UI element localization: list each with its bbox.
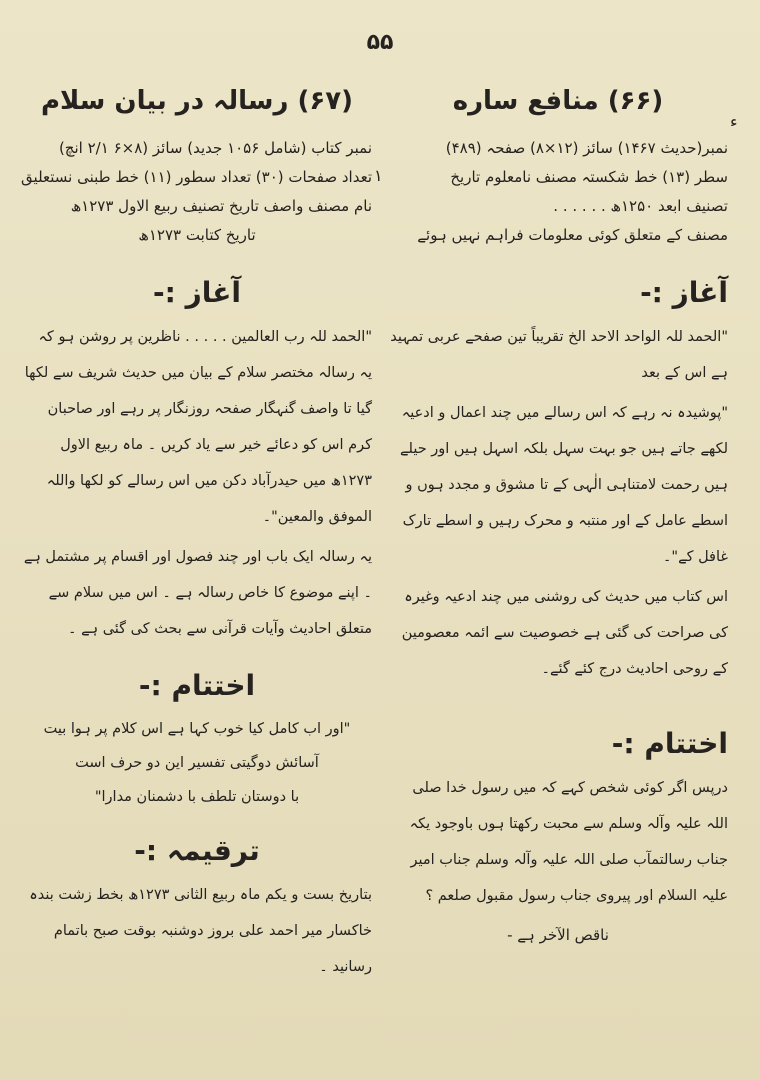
end-note: ناقص الآخر ہے - — [507, 926, 609, 944]
end-heading: اختتام :- — [138, 669, 256, 702]
verse-line: آسائش دوگیتی تفسیر این دو حرف است — [75, 755, 319, 771]
meta-line: نام مصنف واصف تاریخ تصنیف ربیع الاول ۱۲۷۳ھ — [70, 197, 372, 215]
paragraph: "الحمد للہ رب العالمین . . . . . ناظرین پر روشن ہو کہ یہ رسالہ مختصر سلام کے بیان میں حدیث شریف سے لکھا گیا تا واصف گنہگار صفحہ روزنگار پر رہے اور صاحبان کرم اس کو دعائے خیر سے یاد کریں ۔ ماہ ربیع الاول ۱۲۷۳ھ میں حیدرآباد دکن میں اس رسالے کو لکھا واللہ الموفق والمعین"۔ — [24, 329, 372, 525]
margin-mark: ۱ — [374, 166, 383, 185]
entry-66 — [388, 78, 728, 952]
meta-line: نمبر کتاب (شامل ۱۰۵۶ جدید) سائز (۸×۶ ۲/۱ انچ) — [58, 139, 372, 157]
meta-line: سطر (۱۳) خط شکستہ مصنف نامعلوم تاریخ — [450, 168, 728, 186]
page-number: ۵۵ — [366, 30, 394, 55]
paragraph: یہ رسالہ ایک باب اور چند فصول اور اقسام پر مشتمل ہے ۔ اپنے موضوع کا خاص رسالہ ہے ۔ اس میں سلام سے متعلق احادیث وآیات قرآنی سے بحث کی گئی ہے ۔ — [23, 549, 372, 637]
meta-line: تاریخ کتابت ۱۲۷۳ھ — [138, 226, 256, 244]
verse-line: "اور اب کامل کیا خوب کہا ہے اس کلام پر ہوا بیت — [43, 721, 351, 737]
verse-line: با دوستان تلطف با دشمنان مدارا" — [94, 789, 300, 805]
margin-mark: ء — [730, 112, 738, 131]
paragraph: "پوشیدہ نہ رہے کہ اس رسالے میں چند اعمال و ادعیہ لکھے جاتے ہیں جو بہت سہل بلکہ اسہل ہیں اور حیلے ہیں رحمت لامتناہی الٰہی کے تا مشوق و مجدد ہوں و اسطے عامل کے اور منتبہ و محرک رہیں و اسطے تارک غافل کے"۔ — [400, 405, 728, 565]
meta-line: مصنف کے متعلق کوئی معلومات فراہم نہیں ہوئے — [417, 226, 728, 244]
meta-line: تصنیف ابعد ۱۲۵۰ھ . . . . . . — [553, 197, 728, 215]
meta-line: نمبر(حدیث ۱۴۶۷) سائز (۱۲×۸) صفحہ (۴۸۹) — [445, 139, 728, 157]
end-heading: اختتام :- — [611, 727, 728, 760]
paragraph: درپس اگر کوئی شخص کہے کہ میں رسول خدا صلی اللہ علیہ وآلہ وسلم سے محبت رکھتا ہوں باوجود یکہ جناب رسالتمآب صلی اللہ علیہ وآلہ وسلم جناب امیر علیہ السلام اور پیروی جناب رسول مقبول صلعم ؟ — [409, 780, 728, 904]
entry-title: (۶۶) منافع ساره — [452, 86, 664, 116]
colophon-heading: ترقیمہ :- — [134, 834, 260, 867]
colophon-line: بتاریخ بست و یکم ماہ ربیع الثانی ۱۲۷۳ھ بخط زشت بندہ — [29, 887, 372, 903]
meta-line: تعداد صفحات (۳۰) تعداد سطور (۱۱) خط طبنی نستعلیق — [21, 168, 372, 186]
colophon-line: خاکسار میر احمد علی بروز دوشنبہ بوقت صبح باتمام رسانید ۔ — [53, 923, 372, 975]
paragraph: اس کتاب میں حدیث کی روشنی میں چند ادعیہ وغیرہ کی صراحت کی گئی ہے خصوصیت سے ائمہ معصومین کے روحی احادیث درج کئے گئے۔ — [401, 589, 728, 677]
start-heading: آغاز :- — [153, 276, 241, 309]
entry-67 — [22, 78, 372, 985]
entry-title: (۶۷) رسالہ در بیان سلام — [40, 86, 354, 116]
paragraph: "الحمد للہ الواحد الاحد الخ تقریباً تین صفحے عربی تمہید ہے اس کے بعد — [390, 329, 728, 381]
start-heading: آغاز :- — [640, 276, 728, 309]
